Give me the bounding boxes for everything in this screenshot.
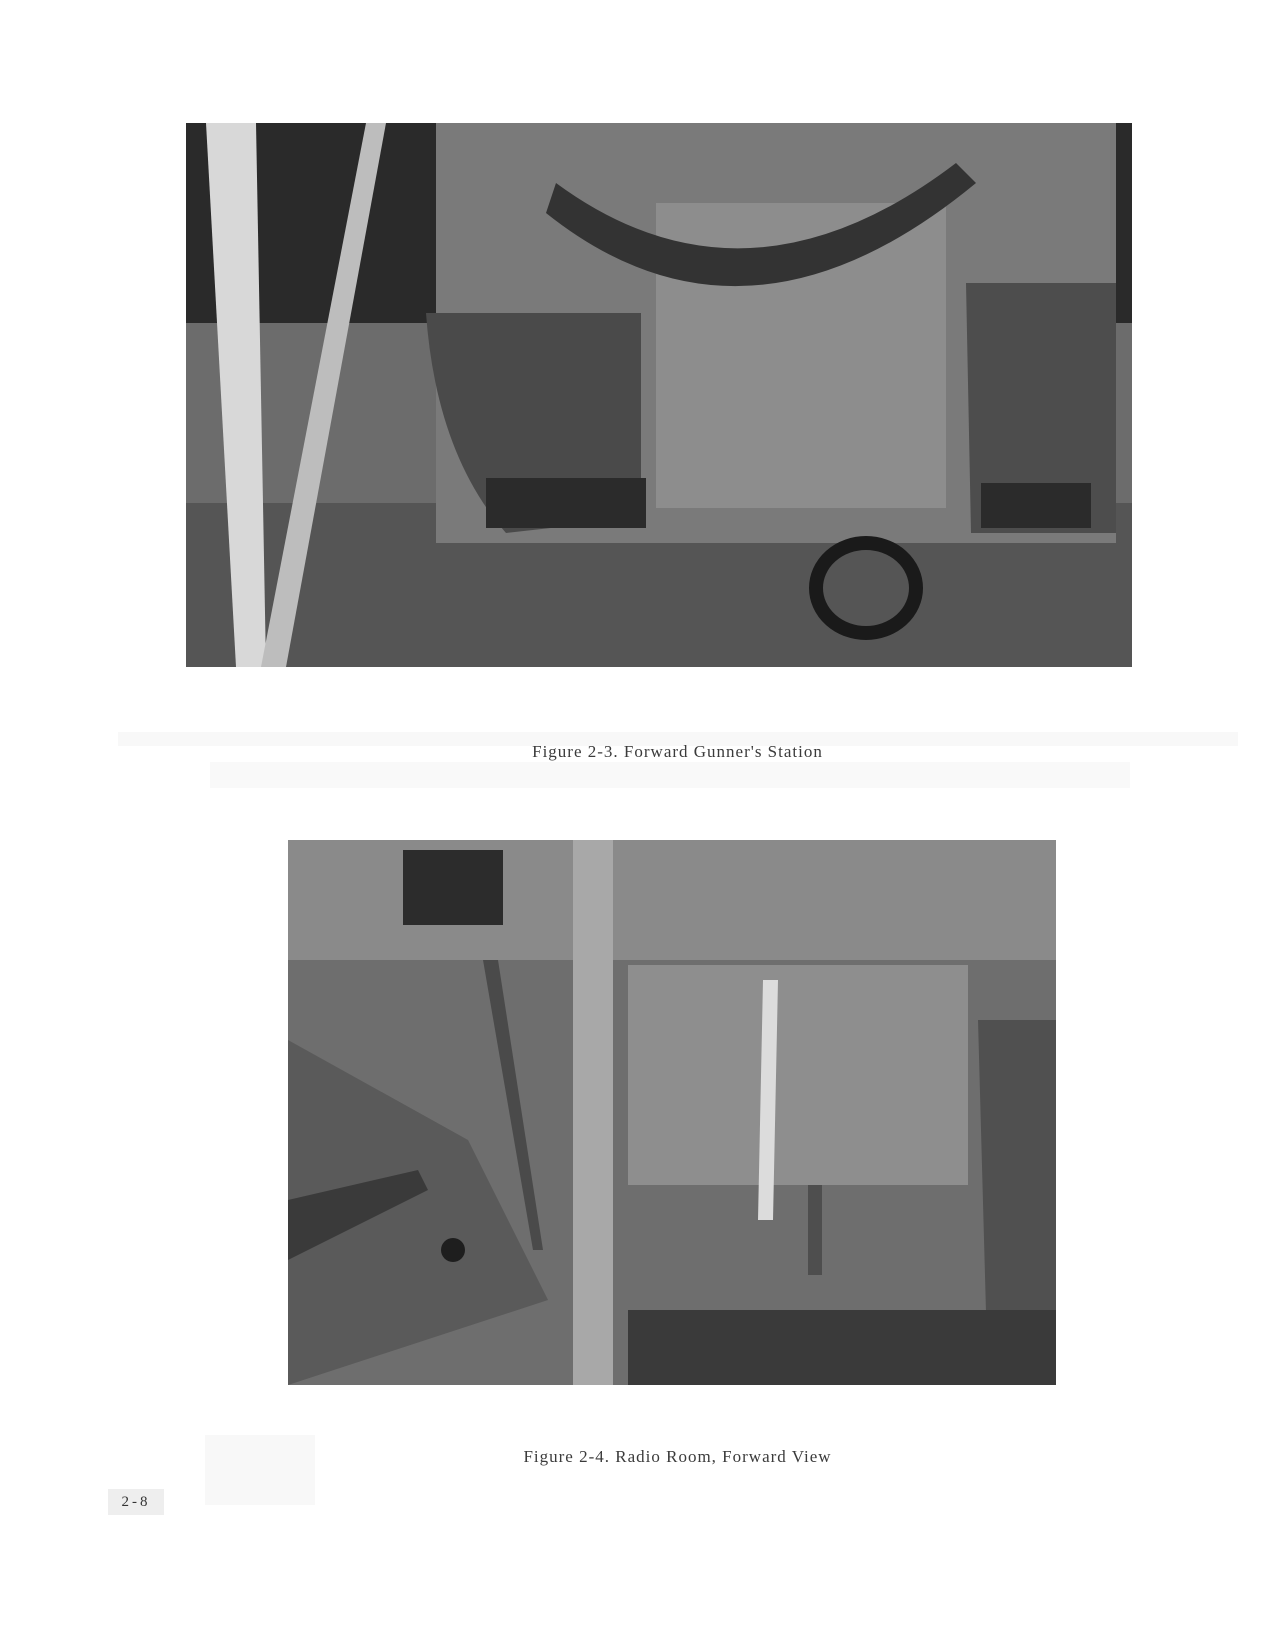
page-number: 2-8 [108,1489,164,1515]
scan-smudge [210,762,1130,788]
radio-room-forward-view-photo [288,840,1056,1385]
figure-caption: Figure 2-4. Radio Room, Forward View [523,1447,832,1466]
figure-caption: Figure 2-3. Forward Gunner's Station [532,742,823,761]
scan-smudge [205,1435,315,1505]
forward-gunner-station-photo [186,123,1132,667]
